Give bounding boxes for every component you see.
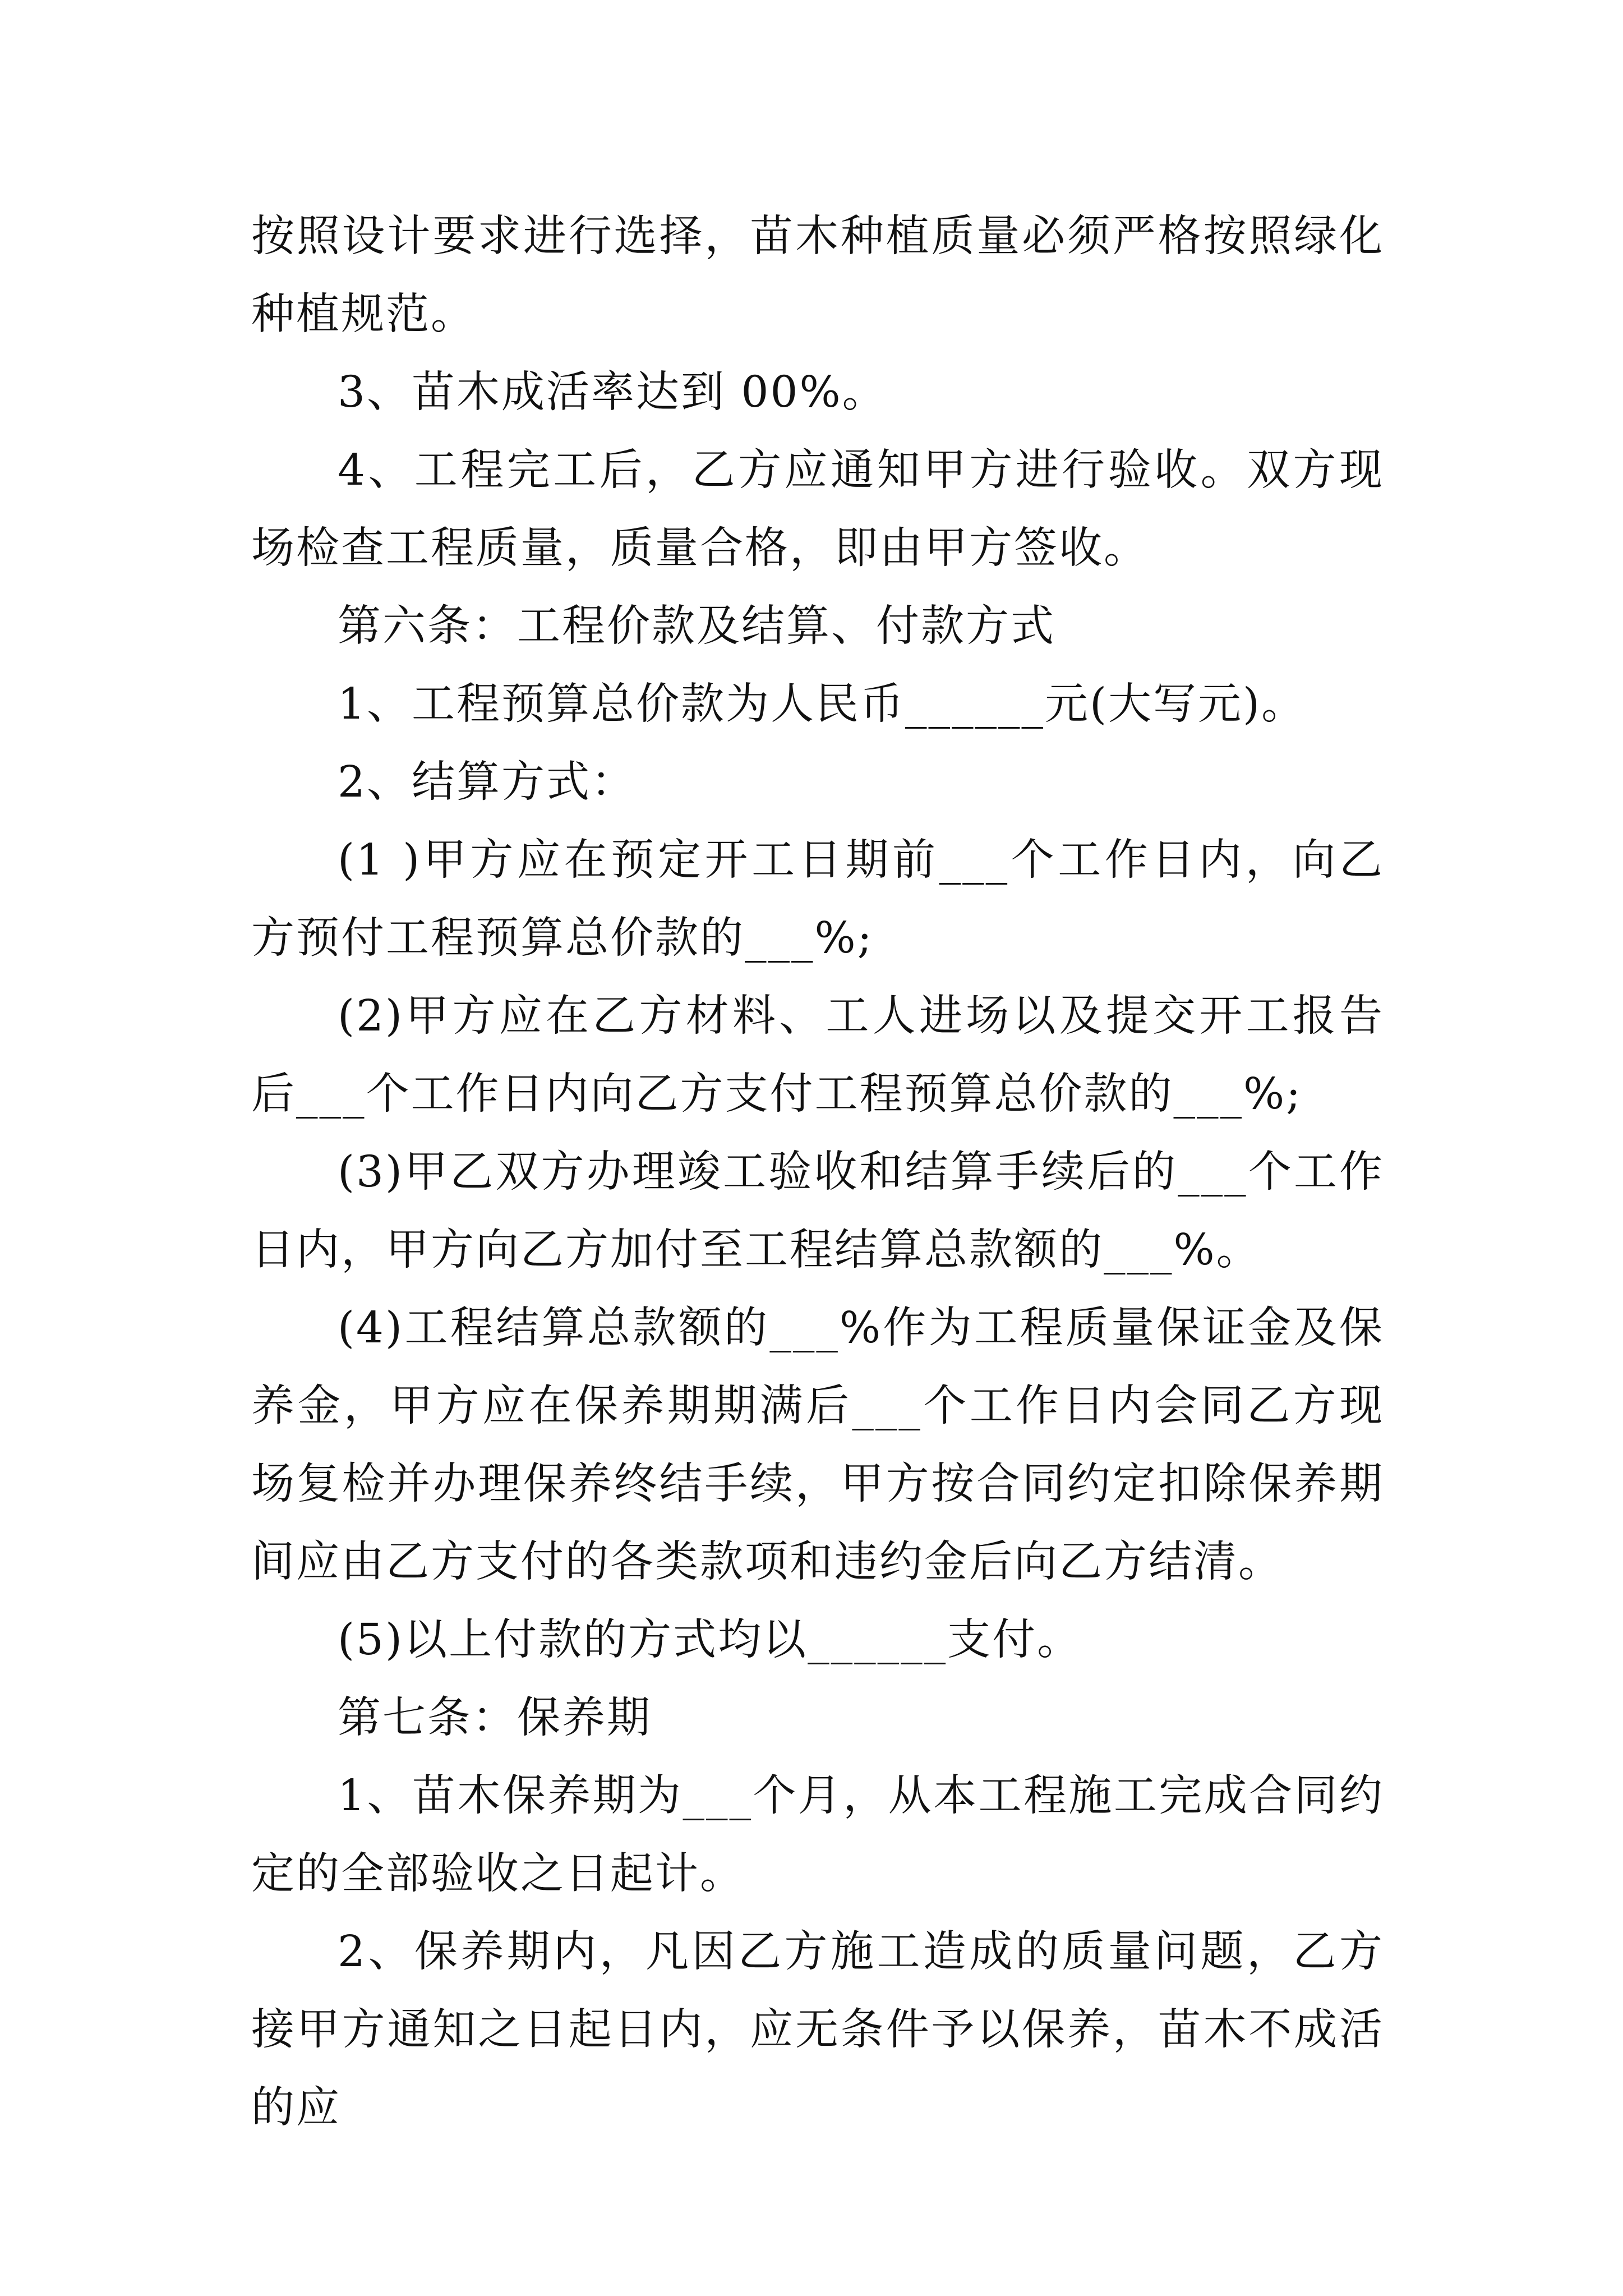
paragraph-maintenance-period: 1、苗木保养期为___个月，从本工程施工完成合同约定的全部验收之日起计。 (251, 1771, 1384, 1899)
paragraph-payment-2: (2)甲方应在乙方材料、工人进场以及提交开工报告后___个工作日内向乙方支付工程预算总价款的___%; (251, 991, 1384, 1119)
paragraph-payment-1: (1 )甲方应在预定开工日期前___个工作日内，向乙方预付工程预算总价款的___%; (251, 835, 1384, 963)
paragraph-planting-spec: 按照设计要求进行选择，苗木种植质量必须严格按照绿化种植规范。 (251, 211, 1384, 339)
paragraph-settlement-method: 2、结算方式： (338, 757, 636, 807)
paragraph-budget-total: 1、工程预算总价款为人民币______元(大写元)。 (338, 679, 1307, 729)
document-page (251, 197, 1384, 2147)
paragraph-acceptance: 4、工程完工后，乙方应通知甲方进行验收。双方现场检查工程质量，质量合格，即由甲方签收。 (251, 445, 1384, 573)
paragraph-payment-3: (3)甲乙双方办理竣工验收和结算手续后的___个工作日内，甲方向乙方加付至工程结算总款额的___%。 (251, 1147, 1384, 1275)
paragraph-payment-5: (5)以上付款的方式均以______支付。 (338, 1615, 1082, 1665)
heading-article-6: 第六条：工程价款及结算、付款方式 (338, 601, 1055, 651)
heading-article-7: 第七条：保养期 (338, 1693, 652, 1743)
paragraph-payment-4: (4)工程结算总款额的___%作为工程质量保证金及保养金，甲方应在保养期期满后___个工作日内会同乙方现场复检并办理保养终结手续，甲方按合同约定扣除保养期间应由乙方支付的各类款项和违约金后向乙方结清。 (251, 1303, 1384, 1587)
paragraph-maintenance-duty: 2、保养期内，凡因乙方施工造成的质量问题，乙方接甲方通知之日起日内，应无条件予以保养，苗木不成活的应 (251, 1927, 1384, 2133)
paragraph-survival-rate: 3、苗木成活率达到 00%。 (338, 367, 887, 417)
